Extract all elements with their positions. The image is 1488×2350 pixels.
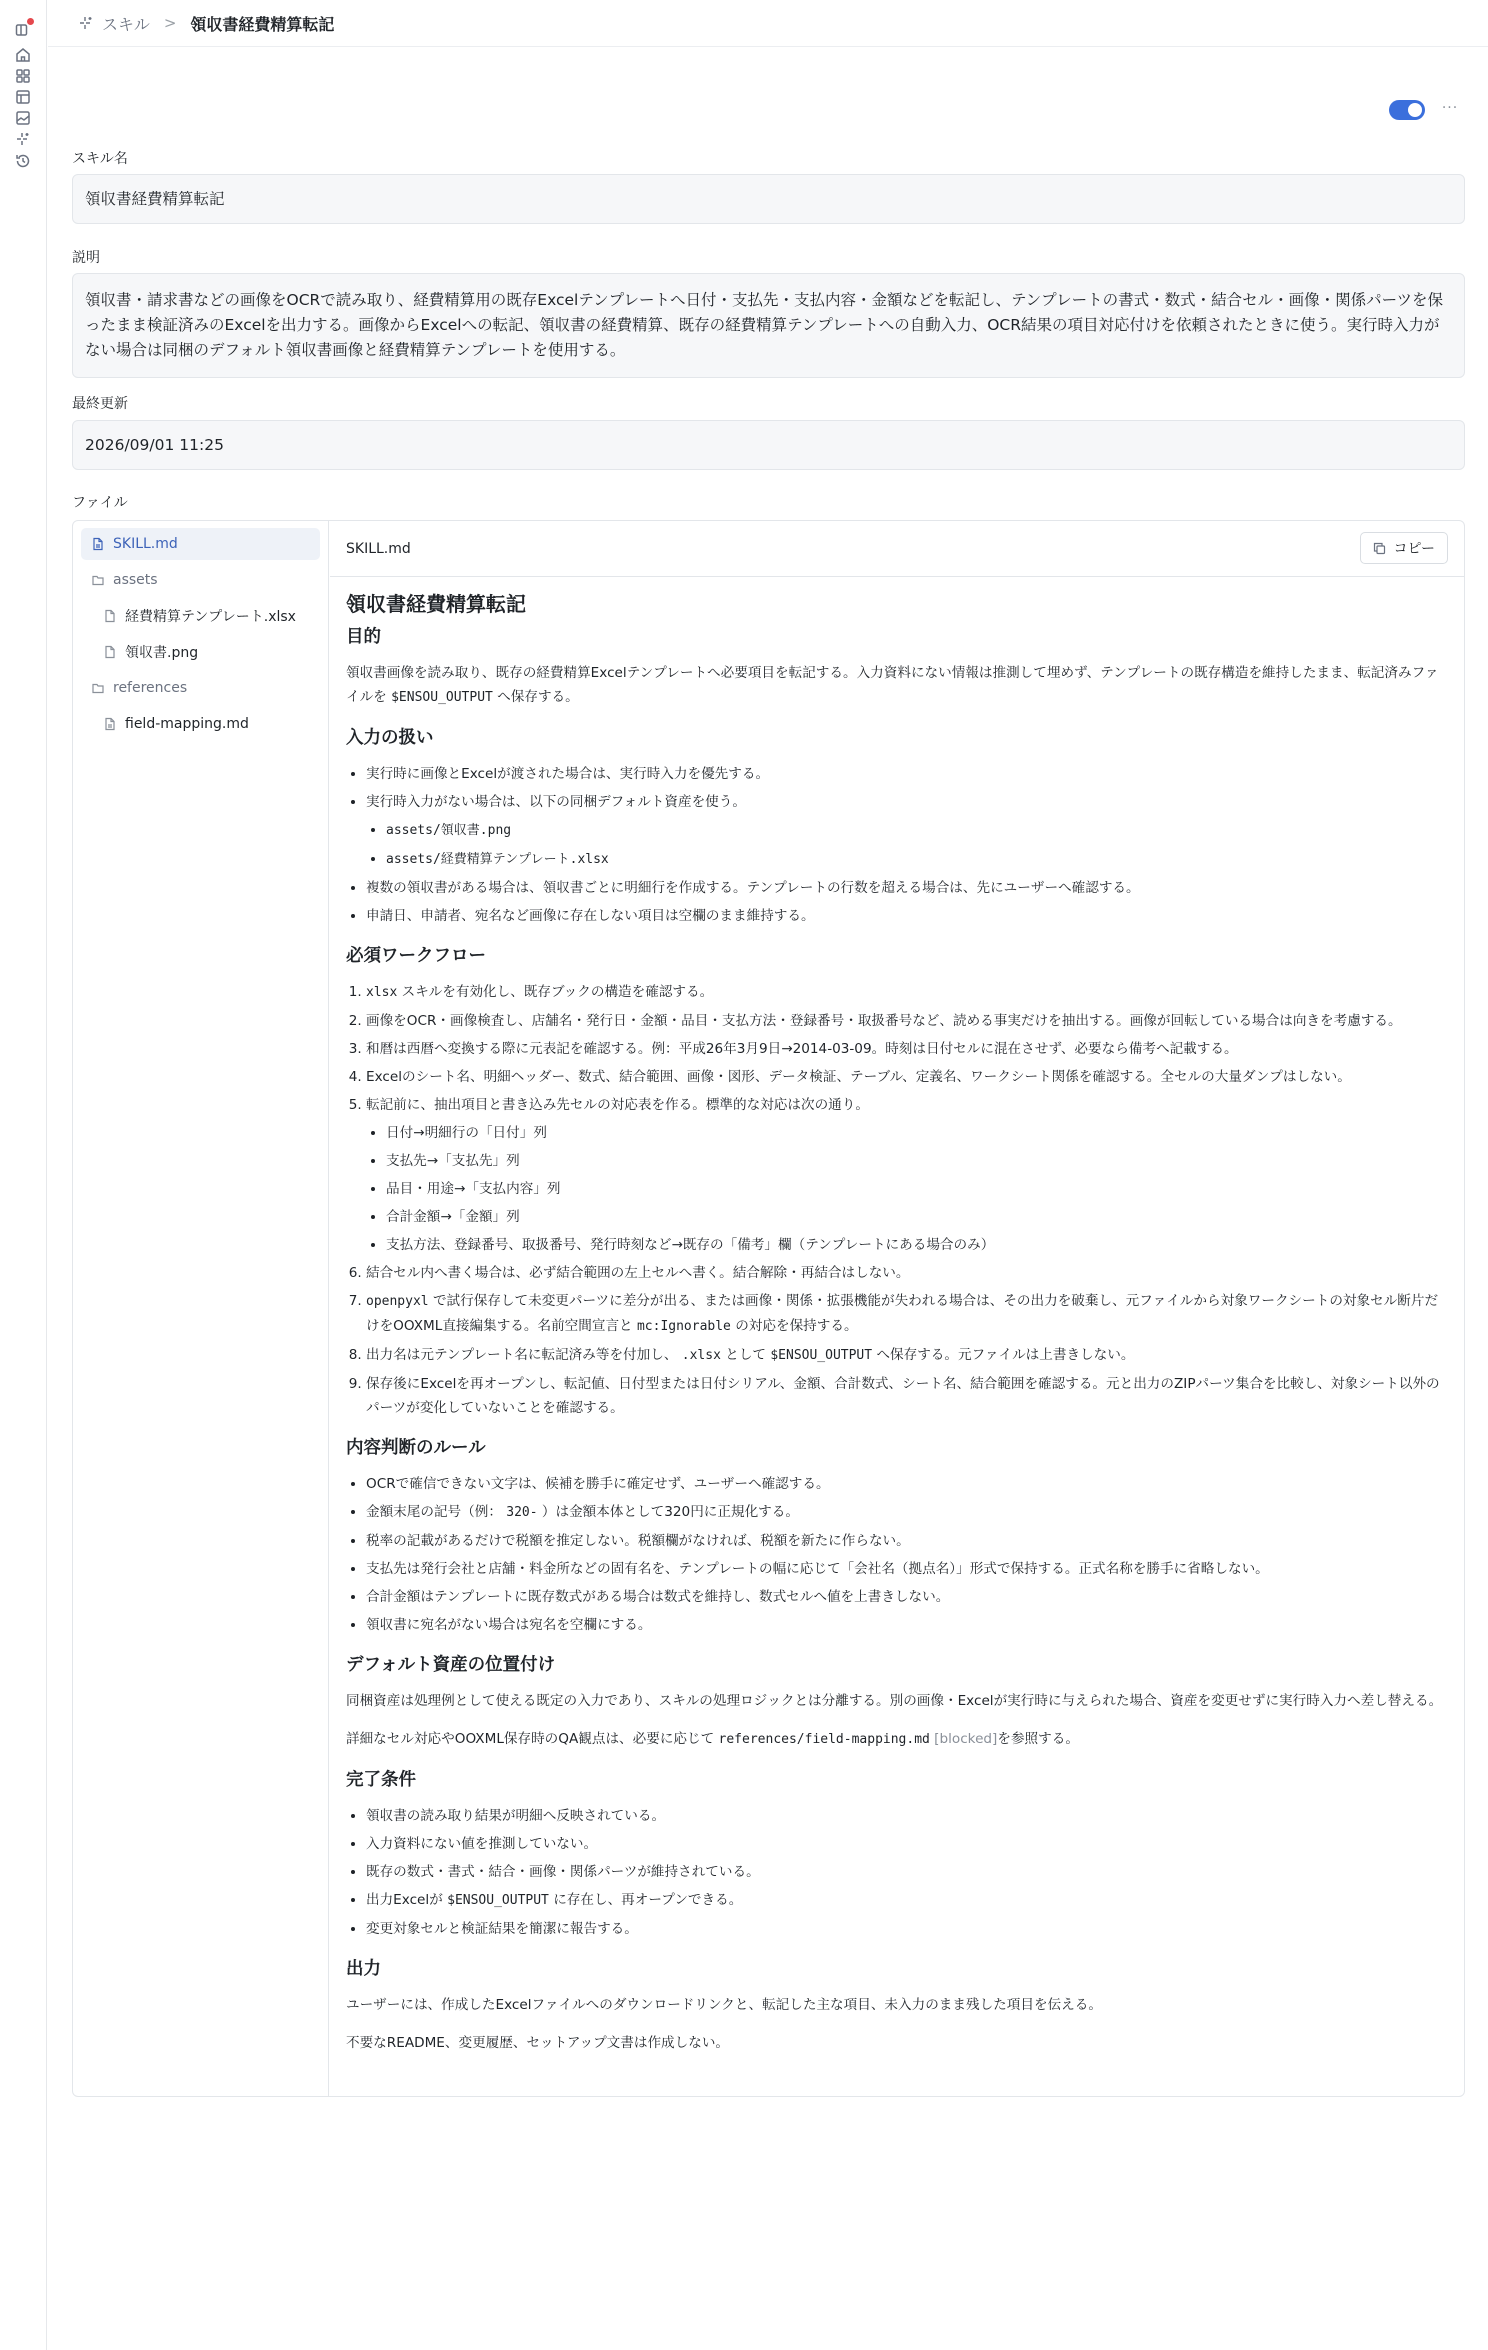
list-item: • 既存の数式・書式・結合・画像・関係パーツが維持されている。	[366, 1860, 1448, 1884]
sparkle-icon	[78, 15, 94, 31]
list-item: • 領収書の読み取り結果が明細へ反映されている。	[366, 1804, 1448, 1828]
enable-toggle[interactable]	[1389, 100, 1425, 120]
page-title: 領収書経費精算転記	[190, 14, 335, 34]
file-icon	[103, 645, 117, 659]
section-rules: 内容判断のルール	[346, 1438, 486, 1458]
list-item: • 出力Excelが $ENSOU_OUTPUT に存在し、再オープンできる。	[366, 1888, 1448, 1913]
viewer-filename: SKILL.md	[346, 540, 411, 557]
table-icon[interactable]	[14, 88, 32, 106]
list-item: • 合計金額はテンプレートに既存数式がある場合は数式を維持し、数式セルへ値を上書きしない。	[366, 1585, 1448, 1609]
section-default-assets: デフォルト資産の位置付け	[346, 1655, 556, 1675]
paragraph: 同梱資産は処理例として使える既定の入力であり、スキルの処理ロジックとは分離する。別の画像・Excelが実行時に与えられた場合、資産を変更せずに実行時入力へ差し替える。	[346, 1693, 1443, 1709]
grid-icon[interactable]	[14, 67, 32, 85]
rules-list	[346, 1472, 1448, 1637]
file-tree	[73, 521, 329, 2096]
list-item: • OCRで確信できない文字は、候補を勝手に確定せず、ユーザーへ確認する。	[366, 1472, 1448, 1496]
folder-icon	[91, 573, 105, 587]
description-label: 説明	[72, 250, 100, 266]
list-item: • 支払先は発行会社と店舗・料金所などの固有名を、テンプレートの幅に応じて「会社名（拠点名）」形式で保持する。正式名称を勝手に省略しない。	[366, 1557, 1448, 1581]
home-icon[interactable]	[14, 46, 32, 64]
list-item: • 支払先→「支払先」列	[386, 1149, 1448, 1173]
list-item: • assets/経費精算テンプレート.xlsx	[386, 847, 1448, 872]
copy-icon	[1373, 542, 1386, 555]
image-icon[interactable]	[14, 109, 32, 127]
list-item: • 支払方法、登録番号、取扱番号、発行時刻など→既存の「備考」欄（テンプレートにある場合のみ）	[386, 1233, 1448, 1257]
file-icon	[103, 609, 117, 623]
list-item: 1. xlsx スキルを有効化し、既存ブックの構造を確認する。	[366, 980, 1448, 1005]
blocked-link[interactable]: [blocked]	[929, 1731, 998, 1747]
list-item: • 税率の記載があるだけで税額を推定しない。税額欄がなければ、税額を新たに作らない。	[366, 1529, 1448, 1553]
paragraph: 詳細なセル対応やOOXML保存時のQA観点は、必要に応じて references/field-mapping.md [blocked]を参照する。	[346, 1731, 1079, 1747]
list-item: 2. 画像をOCR・画像検査し、店舗名・発行日・金額・品目・支払方法・登録番号・取扱番号など、読める事実だけを抽出する。画像が回転している場合は向きを考慮する。	[366, 1009, 1448, 1033]
list-item: 8. 出力名は元テンプレート名に転記済み等を付加し、 .xlsx として $ENSOU_OUTPUT へ保存する。元ファイルは上書きしない。	[366, 1343, 1448, 1368]
paragraph: 領収書画像を読み取り、既存の経費精算Excelテンプレートへ必要項目を転記する。入力資料にない情報は推測して埋めず、テンプレートの既存構造を維持したまま、転記済みファイルを $ENSOU_OUTPUT へ保存する。	[346, 665, 1439, 705]
file-browser	[72, 520, 1465, 2097]
list-item: • 領収書に宛名がない場合は宛名を空欄にする。	[366, 1613, 1448, 1637]
list-item: 7. openpyxl で試行保存して未変更パーツに差分が出る、または画像・関係・拡張機能が失われる場合は、その出力を破棄し、元ファイルから対象ワークシートの対象セル断片だけをOOXML直接編集する。名前空間宣言と mc:Ignorable の対応を保持する。	[366, 1289, 1448, 1339]
list-item: • 入力資料にない値を推測していない。	[366, 1832, 1448, 1856]
list-item: • 変更対象セルと検証結果を簡潔に報告する。	[366, 1917, 1448, 1941]
breadcrumb-skills[interactable]	[78, 12, 150, 35]
done-list	[346, 1804, 1448, 1941]
file-icon	[91, 537, 105, 551]
folder-icon	[91, 681, 105, 695]
list-item: 3. 和暦は西暦へ変換する際に元表記を確認する。例：平成26年3月9日→2014-03-09。時刻は日付セルに混在させず、必要なら備考へ記載する。	[366, 1037, 1448, 1061]
list-item: • 品目・用途→「支払内容」列	[386, 1177, 1448, 1201]
description-field[interactable]: 領収書・請求書などの画像をOCRで読み取り、経費精算用の既存Excelテンプレートへ日付・支払先・支払内容・金額などを転記し、テンプレートの書式・数式・結合セル・画像・関係パーツを保ったまま検証済みのExcelを出力する。画像からExcelへの転記、領収書の経費精算、既存の経費精算テンプレートへの自動入力、OCR結果の項目対応付けを依頼されたときに使う。実行時入力がない場合は同梱のデフォルト領収書画像と経費精算テンプレートを使用する。	[72, 273, 1465, 378]
tree-folder-references[interactable]: references	[81, 672, 320, 704]
viewer-header	[330, 521, 1464, 577]
sparkle-icon[interactable]	[14, 130, 32, 148]
more-options-icon[interactable]: ···	[1441, 100, 1459, 116]
section-output: 出力	[346, 1959, 381, 1979]
list-item: • assets/領収書.png	[386, 818, 1448, 843]
list-item: • 実行時に画像とExcelが渡された場合は、実行時入力を優先する。	[366, 762, 1448, 786]
markdown-content	[330, 577, 1464, 2055]
list-item: • 日付→明細行の「日付」列	[386, 1121, 1448, 1145]
notification-dot	[27, 18, 34, 25]
tree-folder-assets[interactable]: assets	[81, 564, 320, 596]
list-item: 4. Excelのシート名、明細ヘッダー、数式、結合範囲、画像・図形、データ検証、テーブル、定義名、ワークシート関係を確認する。全セルの大量ダンプはしない。	[366, 1065, 1448, 1089]
files-label: ファイル	[72, 495, 128, 511]
list-item: • 合計金額→「金額」列	[386, 1205, 1448, 1229]
list-item: 5. 転記前に、抽出項目と書き込み先セルの対応表を作る。標準的な対応は次の通り。 • 日付→明細行の「日付」列 • 支払先→「支払先」列 • 品目・用途→「支払内容」列 • 合計金額→「金額」列 • 支払方法、登録番号、取扱番号、発行時刻など→既存の「備考」欄（テンプレートにある場合のみ）	[366, 1093, 1448, 1257]
file-viewer	[330, 521, 1464, 2096]
last-updated-value: 2026/09/01 11:25	[72, 420, 1465, 470]
section-input: 入力の扱い	[346, 728, 434, 748]
copy-button[interactable]: コピー	[1360, 532, 1448, 564]
paragraph: ユーザーには、作成したExcelファイルへのダウンロードリンクと、転記した主な項目、未入力のまま残した項目を伝える。	[346, 1997, 1102, 2013]
breadcrumb	[48, 0, 1488, 47]
section-purpose: 目的	[346, 627, 381, 647]
file-icon	[103, 717, 117, 731]
input-list	[346, 762, 1448, 928]
history-icon[interactable]	[14, 152, 32, 170]
skill-name-label: スキル名	[72, 151, 128, 167]
list-item: 9. 保存後にExcelを再オープンし、転記値、日付型または日付シリアル、金額、合計数式、シート名、結合範囲を確認する。元と出力のZIPパーツ集合を比較し、対象シート以外のパーツが変化していないことを確認する。	[366, 1372, 1448, 1420]
paragraph: 不要なREADME、変更履歴、セットアップ文書は作成しない。	[346, 2035, 730, 2051]
list-item: • 複数の領収書がある場合は、領収書ごとに明細行を作成する。テンプレートの行数を超える場合は、先にユーザーへ確認する。	[366, 876, 1448, 900]
tree-file-field-mapping-md[interactable]: field-mapping.md	[81, 708, 320, 740]
section-done: 完了条件	[346, 1770, 416, 1790]
last-updated-label: 最終更新	[72, 396, 128, 412]
list-item: • 実行時入力がない場合は、以下の同梱デフォルト資産を使う。 • assets/領収書.png • assets/経費精算テンプレート.xlsx	[366, 790, 1448, 872]
list-item: • 申請日、申請者、宛名など画像に存在しない項目は空欄のまま維持する。	[366, 904, 1448, 928]
doc-title: 領収書経費精算転記	[346, 592, 526, 616]
list-item: 6. 結合セル内へ書く場合は、必ず結合範囲の左上セルへ書く。結合解除・再結合はしない。	[366, 1261, 1448, 1285]
chevron-right-icon: >	[163, 14, 177, 32]
tree-file-skill-md[interactable]: SKILL.md	[81, 528, 320, 560]
section-workflow: 必須ワークフロー	[346, 946, 486, 966]
list-item: • 金額末尾の記号（例： 320- ）は金額本体として320円に正規化する。	[366, 1500, 1448, 1525]
skill-name-field[interactable]: 領収書経費精算転記	[72, 174, 1465, 224]
panel-icon[interactable]	[14, 20, 32, 38]
left-rail	[0, 0, 47, 2350]
breadcrumb-parent: スキル	[102, 14, 150, 34]
tree-file-receipt-png[interactable]: 領収書.png	[81, 636, 320, 668]
workflow-list	[346, 980, 1448, 1420]
tree-file-template-xlsx[interactable]: 経費精算テンプレート.xlsx	[81, 600, 320, 632]
